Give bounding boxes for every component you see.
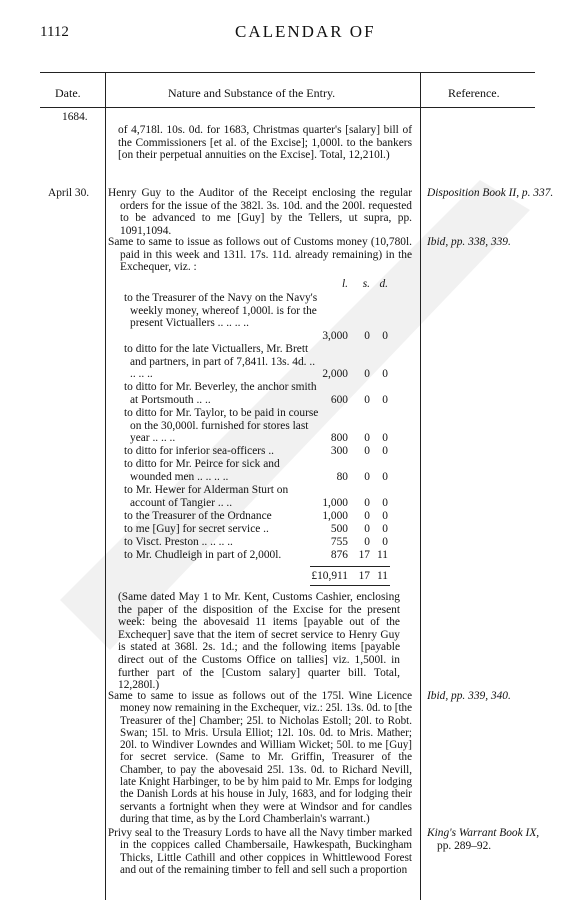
- amount-shillings: 0: [364, 497, 370, 509]
- entry-reference: [427, 827, 567, 852]
- amount-shillings: 0: [364, 510, 370, 522]
- page-header: [0, 20, 570, 46]
- amount-pence: 0: [382, 330, 388, 342]
- amount-shillings: 0: [364, 330, 370, 342]
- column-head-pounds: l.: [341, 278, 348, 290]
- reference-text: Ibid, pp. 338, 339.: [427, 236, 511, 248]
- column-divider-2: [420, 72, 421, 900]
- total-rule-bottom: [310, 585, 390, 586]
- payment-item: to ditto for inferior sea-officers ..: [124, 445, 275, 457]
- amount-pounds: 755: [330, 536, 348, 548]
- entry-note: (Same dated May 1 to Mr. Kent, Customs Cashier, enclosing the paper of the disposition of the Excise for the present week: being the abovesaid 11 items [payable out of the Exchequer] save that the item of secret service to Henry Guy is stated at 368l. 2s. 1d.; and the following items [payable direct out of the Customs Office on tallies] viz. 1,500l. in further part of the [Custom salary] quarter bill. Total, 12,280l.): [118, 591, 400, 692]
- total-shillings: 17: [358, 570, 370, 582]
- reference-line-2: pp. 289–92.: [437, 839, 492, 852]
- amount-shillings: 0: [364, 445, 370, 457]
- amount-pence: 0: [382, 497, 388, 509]
- amount-shillings: 0: [364, 471, 370, 483]
- payment-item: to the Treasurer of the Navy on the Navy's weekly money, whereof 1,000l. is for the present Victuallers .. .. .. ..: [124, 292, 318, 330]
- entry-reference: [427, 236, 567, 249]
- payment-item: to Mr. Chudleigh in part of 2,000l.: [124, 549, 282, 561]
- amount-pence: 0: [382, 368, 388, 380]
- amount-shillings: 0: [364, 523, 370, 535]
- entry-reference: [427, 187, 567, 200]
- payment-item: to Visct. Preston .. .. .. ..: [124, 536, 233, 548]
- entry-text: Henry Guy to the Auditor of the Receipt enclosing the regular orders for the issue of the 382l. 3s. 10d. and the 200l. requested to be advanced to me [Guy] by the Tellers, ut supra, pp. 1091,1094.: [108, 187, 412, 237]
- column-head-nature: Nature and Substance of the Entry.: [168, 86, 336, 100]
- payment-item: to ditto for Mr. Peirce for sick and wounded men .. .. .. ..: [124, 458, 280, 483]
- total-pounds: £10,911: [311, 570, 348, 582]
- amount-pounds: 800: [330, 432, 348, 444]
- reference-line-1: King's Warrant Book IX,: [427, 827, 540, 839]
- amount-pence: 0: [382, 523, 388, 535]
- amount-pence: 0: [382, 445, 388, 457]
- amount-pounds: 3,000: [322, 330, 348, 342]
- column-head-reference: Reference.: [448, 86, 500, 100]
- reference-text: Disposition Book II, p. 337.: [427, 187, 554, 199]
- amount-pounds: 500: [330, 523, 348, 535]
- amount-pounds: 2,000: [322, 368, 348, 380]
- amount-pounds: 1,000: [322, 497, 348, 509]
- amount-pounds: 1,000: [322, 510, 348, 522]
- payment-item: to the Treasurer of the Ordnance: [124, 510, 272, 522]
- amount-pence: 0: [382, 394, 388, 406]
- entry-text: Same to same to issue as follows out of the 175l. Wine Licence money now remaining in the Exchequer, viz.: 25l. 13s. 0d. to [the Treasurer of the] Chamber; 25l. to Nicholas Estoll; 20l. to Robt. Swan; 15l. to Mris. Ursula Elliot; 12l. 10s. 0d. to Mris. Mather; 20l. to Windiver Lowndes and William Wicket; 50l. to me [Guy] for secret service. (Same to Mr. Griffin, Treasurer of the Chamber, to pay the abovesaid 25l. 13s. 0d. to Richard Nevill, late Knight Harbinger, to be by him paid to Mr. Emps for lodging the Danish Lords at his house in July, 1683, and for lodging their servants a fortnight when they were at Windsor and for candles during that time, as by the Lord Chamberlain's warrant.): [108, 690, 412, 825]
- amount-pounds: 300: [330, 445, 348, 457]
- payment-item: to ditto for Mr. Beverley, the anchor smith at Portsmouth .. ..: [124, 381, 317, 406]
- amount-pence: 0: [382, 471, 388, 483]
- amount-shillings: 0: [364, 368, 370, 380]
- amount-pounds: 80: [336, 471, 348, 483]
- amount-pounds: 600: [330, 394, 348, 406]
- top-rule: [40, 72, 535, 73]
- running-title: CALENDAR OF: [235, 22, 376, 41]
- page-number: 1112: [40, 24, 69, 40]
- entry-text: Privy seal to the Treasury Lords to have all the Navy timber marked in the coppices called Chambersaile, Hawkespath, Buckingham Thicks, Little Cathill and other coppices in Whittlewood Forest and out of the remaining timber to fell and sell such a proportion: [108, 827, 412, 876]
- amount-shillings: 0: [364, 432, 370, 444]
- entry-intro: Same to same to issue as follows out of Customs money (10,780l. paid in this week and 131l. 17s. 11d. already remaining) in the Exchequer, viz. :: [108, 236, 412, 274]
- amount-pence: 0: [382, 536, 388, 548]
- payment-item: to me [Guy] for secret service ..: [124, 523, 269, 535]
- entry-reference: [427, 690, 567, 703]
- amount-shillings: 0: [364, 394, 370, 406]
- total-rule-top: [310, 566, 390, 567]
- header-rule: [40, 107, 535, 108]
- amount-pence: 11: [377, 549, 388, 561]
- column-head-date: Date.: [55, 86, 81, 100]
- amount-shillings: 0: [364, 536, 370, 548]
- entry-continued-text: of 4,718l. 10s. 0d. for 1683, Christmas quarter's [salary] bill of the Commissioners [et al. of the Excise]; 1,000l. to the bankers [on their perpetual annuities on the Excise]. Total, 12,210l.): [118, 124, 412, 162]
- payment-item: to Mr. Hewer for Alderman Sturt on account of Tangier .. ..: [124, 484, 289, 509]
- year-label: 1684.: [62, 111, 88, 123]
- entry-date: April 30.: [48, 187, 90, 199]
- column-head-pence: d.: [379, 278, 388, 290]
- amount-pence: 0: [382, 432, 388, 444]
- total-pence: 11: [377, 570, 388, 582]
- payment-item: to ditto for Mr. Taylor, to be paid in course on the 30,000l. furnished for stores last year .. .. ..: [124, 407, 319, 445]
- column-divider-1: [105, 72, 106, 900]
- payment-item: to ditto for the late Victuallers, Mr. Brett and partners, in part of 7,841l. 13s. 4d. .. .. .. ..: [124, 343, 316, 381]
- amount-pounds: 876: [330, 549, 348, 561]
- amount-shillings: 17: [358, 549, 370, 561]
- amount-pence: 0: [382, 510, 388, 522]
- reference-text: Ibid, pp. 339, 340.: [427, 690, 511, 702]
- column-head-shillings: s.: [362, 278, 370, 290]
